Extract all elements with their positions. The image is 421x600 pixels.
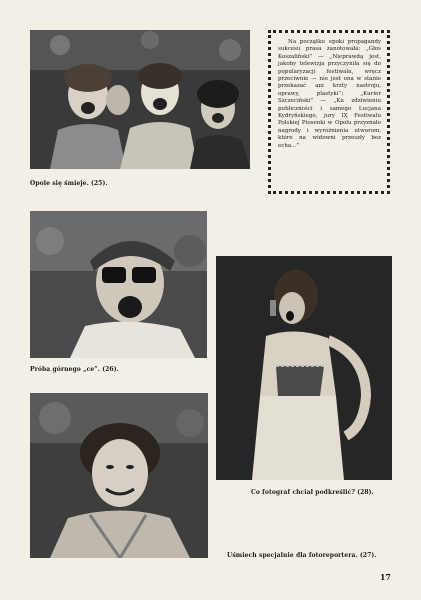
press-quote-text: Na początku epoki propagandy sukcesu prasa zanotowała: „Głos Koszaliński” — „Nieprawdą jest, jakoby telewizja przyczyniła się do popularyzacji festiwalu, wręcz przeciwnie — nie jest ona w stanie przekazać ani krzty nastroju, oprawy, plastyki”; „Kurier Szczeciński” — „Ku zdziwieniu publiczności i samego Lucjana Kydryńskiego, jury IX Festiwalu Polskiej Piosenki w Opolu przyznało nagrody i wyróżnienia utworom, które na widowni przeszły bez echa...” <box>278 39 381 149</box>
photo-singer-stage <box>216 256 392 480</box>
press-quote-box <box>268 30 390 194</box>
page-number: 17 <box>379 572 391 582</box>
caption-photo-25: Opole się śmieje. (25). <box>30 180 108 187</box>
caption-photo-28: Co fotograf chciał podkreślić? (28). <box>251 489 374 496</box>
caption-photo-26: Próba górnego „ce”. (26). <box>30 366 119 373</box>
photo-laughing-crowd <box>30 30 250 169</box>
caption-photo-27: Uśmiech specjalnie dla fotoreportera. (27). <box>227 552 377 559</box>
photo-smiling-woman <box>30 393 208 558</box>
photo-man-sunglasses <box>30 211 207 358</box>
